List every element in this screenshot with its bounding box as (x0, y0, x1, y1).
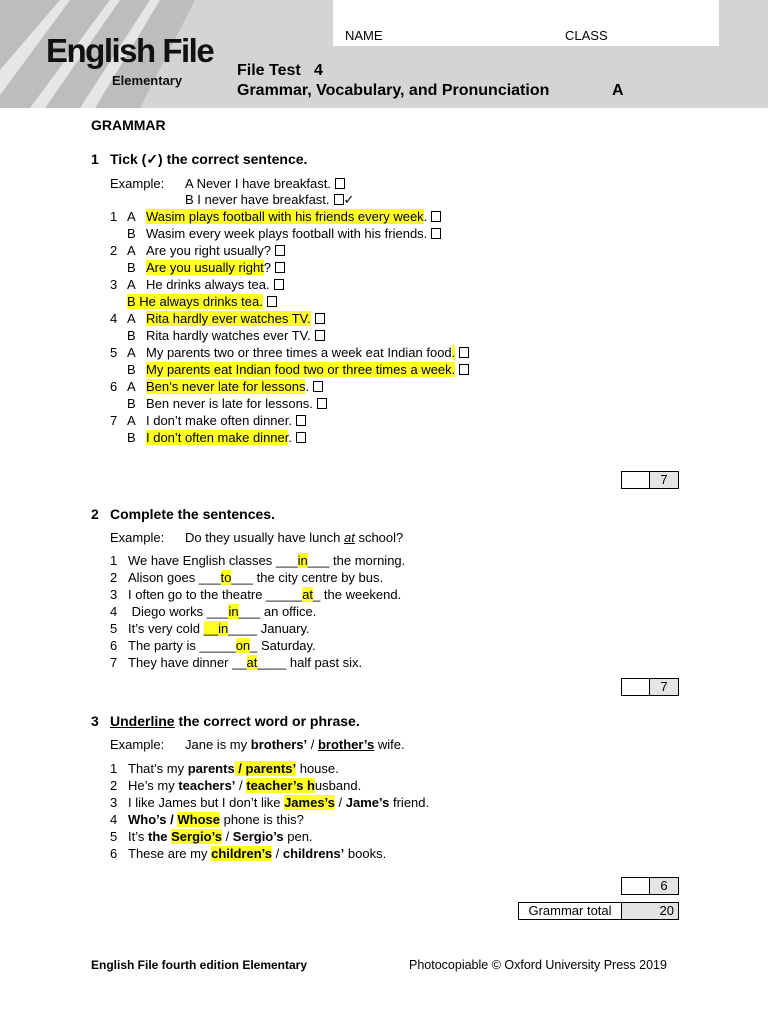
q2-sentence-text: I often go to the theatre _____at_ the weekend. (128, 587, 402, 602)
logo-subtitle: Elementary (112, 73, 183, 88)
checkbox[interactable] (431, 211, 441, 222)
checkbox[interactable] (267, 296, 277, 307)
checkbox[interactable] (275, 245, 285, 256)
checkbox[interactable] (275, 262, 285, 273)
q3-sentence-number: 4 (110, 812, 118, 827)
test-version: A (612, 82, 624, 99)
q1-example-b: B I never have breakfast. ✓ (185, 192, 355, 207)
q3-sentence-number: 3 (110, 795, 118, 810)
q1-option-text: Wasim every week plays football with his friends. (146, 226, 441, 241)
q3-sentence-number: 6 (110, 846, 118, 861)
q2-example-sentence: Do they usually have lunch at school? (185, 530, 404, 545)
q1-example-label: Example: (110, 176, 165, 191)
answer-blank[interactable]: in (297, 553, 308, 568)
section-title: GRAMMAR (91, 117, 166, 133)
q1-option-letter: B (127, 396, 136, 411)
checkbox[interactable] (459, 347, 469, 358)
q1-number: 1 (91, 151, 99, 167)
q2-score-box: 7 (621, 678, 679, 696)
checkbox[interactable] (459, 364, 469, 375)
grammar-total-label: Grammar total (519, 903, 622, 919)
answer-blank[interactable]: to (220, 570, 232, 585)
q2-sentence-text: Alison goes ___to___ the city centre by bus. (128, 570, 384, 585)
test-subtitle: Grammar, Vocabulary, and Pronunciation (237, 82, 550, 99)
q1-option-text: Rita hardly watches ever TV. (146, 328, 325, 343)
q2-sentence-number: 7 (110, 655, 118, 670)
footer-right: Photocopiable © Oxford University Press 2019 (409, 958, 667, 972)
checkbox[interactable] (334, 194, 344, 205)
q1-option-letter: A (127, 345, 136, 360)
checkbox[interactable] (315, 330, 325, 341)
test-title: File Test 4 (237, 62, 323, 79)
q3-sentence-number: 5 (110, 829, 118, 844)
checkbox[interactable] (274, 279, 284, 290)
checkbox[interactable] (317, 398, 327, 409)
q2-sentence-text: Diego works ___in___ an office. (128, 604, 317, 619)
q2-sentence-number: 5 (110, 621, 118, 636)
q1-option-letter: A (127, 243, 136, 258)
q1-option-text: My parents eat Indian food two or three times a week. (146, 362, 469, 377)
checkbox[interactable] (296, 432, 306, 443)
q3-instruction: Underline the correct word or phrase. (110, 713, 360, 729)
q2-sentence-text: We have English classes ___in___ the morning. (128, 553, 406, 568)
checkbox[interactable] (315, 313, 325, 324)
answer-blank[interactable]: at (246, 655, 258, 670)
q1-option-text: Ben’s never late for lessons. (146, 379, 323, 394)
q1-option-text: I don’t make often dinner. (146, 413, 306, 428)
q1-option-number: 6 (110, 379, 118, 394)
q3-example-label: Example: (110, 737, 165, 752)
q2-sentence-text: It’s very cold __in____ January. (128, 621, 310, 636)
q1-option-letter: A (127, 277, 136, 292)
checkbox[interactable] (431, 228, 441, 239)
q2-sentence-number: 2 (110, 570, 118, 585)
logo-title: English File (46, 32, 214, 69)
q1-option-text: Ben never is late for lessons. (146, 396, 327, 411)
checkbox[interactable] (313, 381, 323, 392)
answer-blank[interactable]: on (235, 638, 251, 653)
name-class-box (333, 0, 719, 46)
q1-option-text: My parents two or three times a week eat Indian food. (146, 345, 469, 360)
tick-mark: ✓ (343, 192, 355, 207)
q3-sentence-text: I like James but I don’t like James’s / Jame’s friend. (128, 795, 430, 810)
q3-sentence-text: That’s my parents / parents’ house. (128, 761, 339, 776)
q1-instruction: Tick (✓) the correct sentence. (110, 151, 308, 167)
q1-option-number: 3 (110, 277, 118, 292)
q1-option-letter: B (127, 430, 136, 445)
q2-number: 2 (91, 506, 99, 522)
q1-option-text: B He always drinks tea. (127, 294, 277, 309)
checkbox[interactable] (335, 178, 345, 189)
q2-sentence-number: 3 (110, 587, 118, 602)
answer-blank[interactable]: in (228, 604, 239, 619)
q1-option-letter: A (127, 209, 136, 224)
q1-option-text: Are you right usually? (146, 243, 285, 258)
grammar-total-box (518, 902, 679, 920)
grammar-total-value: 20 (622, 903, 678, 919)
answer-blank[interactable]: at (302, 587, 314, 602)
q2-sentence-text: The party is _____on_ Saturday. (128, 638, 316, 653)
q3-example-sentence: Jane is my brothers’ / brother’s wife. (185, 737, 405, 752)
q1-option-number: 4 (110, 311, 118, 326)
q3-number: 3 (91, 713, 99, 729)
answer-blank[interactable]: __in (203, 621, 229, 636)
q3-sentence-number: 1 (110, 761, 118, 776)
q2-sentence-number: 4 (110, 604, 118, 619)
q2-sentence-number: 1 (110, 553, 118, 568)
class-label: CLASS (565, 28, 608, 43)
q1-option-letter: B (127, 226, 136, 241)
q2-sentence-number: 6 (110, 638, 118, 653)
q1-option-text: He drinks always tea. (146, 277, 284, 292)
q1-example-a: A Never I have breakfast. (185, 176, 345, 191)
q3-sentence-text: It’s the Sergio’s / Sergio’s pen. (128, 829, 313, 844)
name-label: NAME (345, 28, 383, 43)
q1-option-text: Wasim plays football with his friends every week. (146, 209, 441, 224)
q1-score-box: 7 (621, 471, 679, 489)
q1-option-number: 1 (110, 209, 118, 224)
q3-sentence-number: 2 (110, 778, 118, 793)
q1-option-text: Are you usually right? (146, 260, 285, 275)
q1-option-number: 7 (110, 413, 118, 428)
q3-sentence-text: Who’s / Whose phone is this? (128, 812, 304, 827)
q1-option-letter: A (127, 379, 136, 394)
q1-option-text: I don’t often make dinner. (146, 430, 306, 445)
q3-sentence-text: He’s my teachers’ / teacher’s husband. (128, 778, 362, 793)
q2-sentence-text: They have dinner __at____ half past six. (128, 655, 363, 670)
q1-option-number: 5 (110, 345, 118, 360)
q1-option-letter: B (127, 362, 136, 377)
q1-option-text: Rita hardly ever watches TV. (146, 311, 325, 326)
q1-option-letter: B (127, 260, 136, 275)
q3-score-box: 6 (621, 877, 679, 895)
checkbox[interactable] (296, 415, 306, 426)
q2-example-label: Example: (110, 530, 165, 545)
q1-option-letter: B (127, 328, 136, 343)
q3-sentence-text: These are my children’s / childrens’ books. (128, 846, 387, 861)
q1-option-number: 2 (110, 243, 118, 258)
q2-instruction: Complete the sentences. (110, 506, 275, 522)
q1-option-letter: A (127, 311, 136, 326)
footer-left: English File fourth edition Elementary (91, 958, 308, 972)
q1-option-letter: A (127, 413, 136, 428)
